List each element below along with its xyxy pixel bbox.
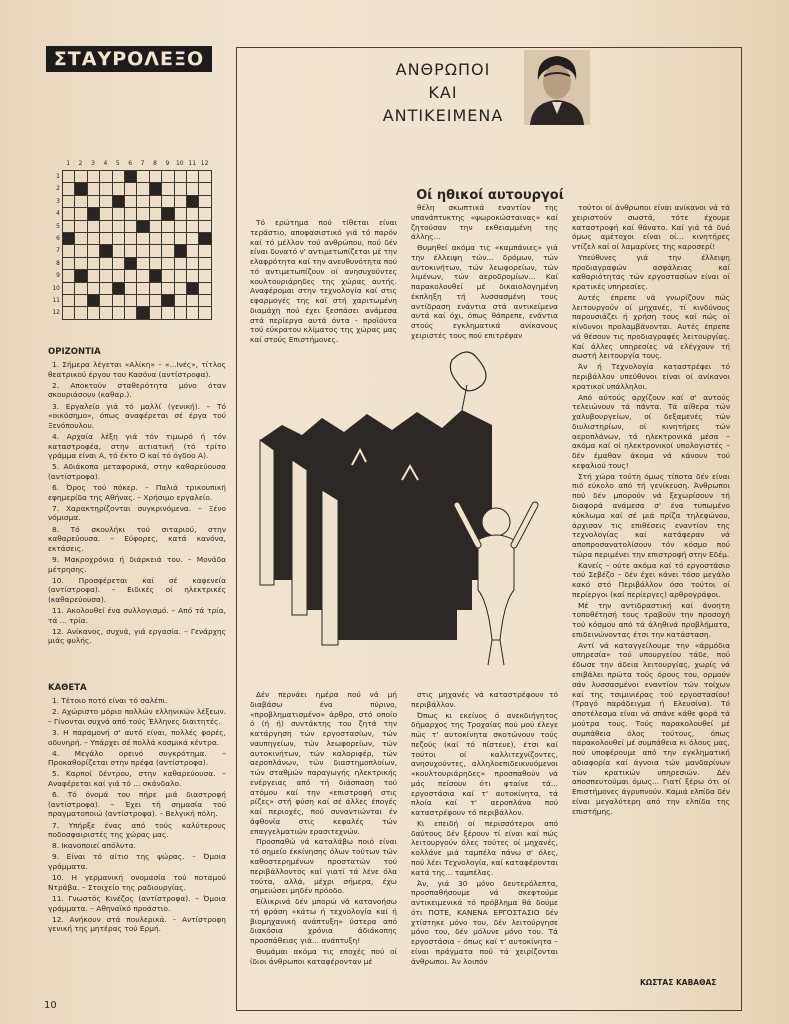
crossword-cell[interactable] [199, 195, 211, 207]
crossword-cell[interactable] [186, 208, 198, 220]
crossword-cell[interactable] [63, 270, 75, 282]
crossword-col-number: 12 [200, 160, 209, 167]
article-paragraph: Μέ την αντιδραστική καί άνοητη τοποθέτησή τους τραβούν την προσοχή τού κόσμου από τά άληθινά προβλήματα, επιδεινώνοντας έτσι την κατάσταση. [572, 600, 730, 639]
article-author: ΚΩΣΤΑΣ ΚΑΒΑΘΑΣ [640, 978, 717, 987]
article-paragraph: Υπεύθυνες γιά την έλλειψη προδιαγραφών ασφάλειας καί καθαριότητας τών εργοστασίων είναι οί κρατικές υπηρεσίες. [572, 252, 730, 292]
crossword-cell[interactable] [162, 183, 174, 195]
crossword-cell[interactable] [63, 195, 75, 207]
crossword-cell[interactable] [124, 282, 136, 294]
article-paragraph: Όπως κι εκείνος ό ανεκδιήγητος δήμαρχος της Τροχαίας πού μού έλεγε πώς τ' αυτοκίνητα σκοτώνουν τούς πεζούς (καί τό πίστευε), έτσι καί τούτοι οί καλλιτεχνίζοντες, ανησυχούντες, αλληλοεπιδεικνυόμενοι «κουλτουριάρηδες» προσπαθούν νά μάς πείσουν ότι φταίνε τά... εργοστάσια καί τ' αυτοκίνητα, τά πλοία καί τ' αεροπλάνα πού καταστρέφουν τό περιβάλλον. [411, 710, 558, 818]
crossword-cell[interactable] [112, 220, 124, 232]
crossword-cell[interactable] [112, 270, 124, 282]
crossword-cell[interactable] [100, 245, 112, 257]
crossword-cell[interactable] [75, 220, 87, 232]
across-clue: 6. Όρος τού πόκερ. – Παλιά τρικουπική εφημερίδα της Αθήνας. – Χρήσιμο εργαλείο. [48, 483, 226, 502]
article-paragraph: Αυτές έπρεπε νά γνωρίζουν πώς λειτουργούν οί μηχανές, τί κινδύνους παρουσιάζει ή χρήση τους καί πώς οί κίνδυνοι προλαμβάνονται. Αυτές έπρεπε νά θέσουν τις προδιαγραφές λειτουργίας. Καί άλλες υπηρεσίες νά ελέγχουν τή σωστή λειτουργία τους. [572, 292, 730, 361]
column-header-line3: ΑΝΤΙΚΕΙΜΕΝΑ [382, 106, 504, 125]
article-column-2-bottom [411, 690, 558, 967]
crossword-cell[interactable] [174, 171, 186, 183]
crossword-cell[interactable] [186, 171, 198, 183]
across-clue: 4. Αρχαία λέξη γιά τόν τιμωρό ή τόν καταστροφέα, στην αιτιατική (τό τρίτο γράμμα είναι Α, τό έκτο Ο καί τό όγδοο Α). [48, 431, 226, 461]
crossword-cell[interactable] [100, 232, 112, 244]
crossword-cell[interactable] [162, 208, 174, 220]
crossword-cell[interactable] [186, 245, 198, 257]
crossword-cell[interactable] [149, 208, 161, 220]
crossword-cell[interactable] [199, 282, 211, 294]
down-heading: ΚΑΘΕΤΑ [48, 683, 87, 693]
crossword-cell[interactable] [100, 294, 112, 306]
crossword-cell[interactable] [75, 257, 87, 269]
crossword-col-number: 4 [103, 160, 108, 167]
crossword-cell[interactable] [112, 195, 124, 207]
across-clue: 1. Σήμερα λέγεται «Αλίκη» – «...Ινές», τίτλος θεατρικού έργου του Κασόνα (αντίστροφα). [48, 360, 226, 379]
article-column-1-bottom [250, 690, 397, 967]
crossword-cell[interactable] [186, 183, 198, 195]
crossword-cell[interactable] [174, 307, 186, 319]
crossword-cell[interactable] [149, 307, 161, 319]
article-column-1-top [250, 218, 397, 346]
crossword-col-number: 3 [91, 160, 95, 167]
crossword-cell[interactable] [174, 282, 186, 294]
crossword-cell[interactable] [174, 270, 186, 282]
crossword-cell[interactable] [124, 171, 136, 183]
crossword-cell[interactable] [149, 245, 161, 257]
crossword-cell[interactable] [199, 171, 211, 183]
article-paragraph: Θυμάμαι ακόμα τις εποχές πού οί ίδιοι άνθρωποι καταφέρονταν μέ [250, 946, 397, 966]
crossword-cell[interactable] [149, 220, 161, 232]
across-clue: 12. Ανίκανος, συχνά, γιά εργασία. – Γενάρχης μιάς φυλής. [48, 626, 226, 646]
factory-mountains-illustration [252, 340, 552, 670]
crossword-col-number: 5 [115, 160, 120, 167]
crossword-cell[interactable] [149, 282, 161, 294]
crossword-cell[interactable] [199, 270, 211, 282]
crossword-cell[interactable] [137, 307, 149, 319]
crossword-cell[interactable] [174, 245, 186, 257]
crossword-cell[interactable] [87, 220, 99, 232]
down-clue: 3. Η παραμονή σ' αυτό είναι, πολλές φορές, οδυνηρή. – Υπάρχει σέ πολλά κοσμικά κέντρα. [48, 727, 226, 747]
crossword-cell[interactable] [63, 257, 75, 269]
across-clue: 7. Χαρακτηρίζονται συγκρινόμενα. – Ξένο νόμισμα. [48, 503, 226, 523]
column-header-line2: ΚΑΙ [428, 83, 458, 102]
crossword-cell[interactable] [199, 208, 211, 220]
down-clues [48, 683, 226, 935]
crossword-col-number: 6 [128, 160, 133, 167]
article-paragraph: Τό ερώτημα πού τίθεται είναι τεράστιο, αποφασιστικό γιά τό παρόν καί τό μέλλον τού ανθρώπου, πού δέν είναι δυνατό ν' αντιμετωπίζεται μέ την ελαφρότητα καί την ανευθυνότητα πού τό αντιμετωπίζουν οί ανησυχούντες κουλτουριάρηδες της χώρας αυτής. Αναφέρομαι στην τεχνολογία καί στις εφαρμογές της καί στή χαριτωμένη διαμάχη πού έχει ξεσπάσει ανάμεσα στά περίεργα αυτά όντα - προϊόντα τού εύκρατου κλίματος της χώρας μας καί στούς Επιστήμονες. [250, 218, 397, 345]
crossword-cell[interactable] [162, 307, 174, 319]
crossword-cell[interactable] [112, 208, 124, 220]
crossword-cell[interactable] [87, 282, 99, 294]
crossword-cell[interactable] [124, 245, 136, 257]
crossword-cell[interactable] [112, 257, 124, 269]
crossword-cell[interactable] [162, 270, 174, 282]
crossword-cell[interactable] [149, 257, 161, 269]
crossword-row-number: 6 [56, 235, 60, 242]
crossword-row-number: 12 [52, 309, 60, 317]
crossword-col-number: 10 [175, 160, 184, 167]
across-heading: ΟΡΙΖΟΝΤΙΑ [48, 347, 101, 357]
crossword-cell[interactable] [186, 307, 198, 319]
crossword-grid [62, 170, 212, 320]
crossword-cell[interactable] [186, 270, 198, 282]
crossword-cell[interactable] [137, 270, 149, 282]
crossword-cell[interactable] [75, 208, 87, 220]
article-paragraph: θέλη σκωπτικά εναντίον της υπανάπτυκτης «ψωροκώσταινας» καί ζητούσαν την εκθειαμμένη της άλλης... [411, 203, 558, 242]
crossword-cell[interactable] [137, 195, 149, 207]
author-portrait [524, 50, 590, 125]
crossword-cell[interactable] [100, 220, 112, 232]
crossword-cell[interactable] [186, 232, 198, 244]
crossword-row-number: 3 [56, 197, 60, 205]
crossword-cell[interactable] [124, 183, 136, 195]
article-paragraph: στις μηχανές νά καταστρέφουν τό περιβάλλον. [411, 690, 558, 709]
page-number: 10 [44, 1000, 57, 1011]
crossword-cell[interactable] [112, 171, 124, 183]
crossword-col-number: 1 [66, 160, 71, 167]
crossword-cell[interactable] [199, 232, 211, 244]
down-clue: 8. Ικανοποιεί απόλυτα. [52, 841, 136, 851]
article-paragraph: Άν, γιά 30 μόνο δευτερόλεπτα, προσπαθήσουμε νά σκεφτούμε αντικειμενικά τό πρόβλημα θά δούμε ότι ΠΟΤΕ, ΚΑΝΕΝΑ ΕΡΓΟΣΤΑΣΙΟ δέν χτίστηκε μόνο του, δέν λειτούργησε μόνο του, δέν μόλυνε μόνο του. Τά εργοστάσια – όπως καί τ' αυτοκίνητα – είναι πράγματα πού τά χειρίζονται άνθρωποι. Άν λοιπόν [411, 878, 558, 966]
across-clue: 10. Προσφέρεται καί σέ καφενεία (αντίστροφα). – Ειδικές οί ηλεκτρικές (καθαρεύουσα). [48, 575, 226, 604]
across-clue: 8. Τό σκουλήκι τού σιταριού, στην καθαρεύουσα. – Εύφορες, κατά κανόνα, εκτάσεις. [48, 524, 226, 553]
crossword-cell[interactable] [162, 195, 174, 207]
crossword-cell[interactable] [63, 208, 75, 220]
crossword-cell[interactable] [186, 294, 198, 306]
down-clue: 2. Αχώριστο μόριο πολλών ελληνικών λέξεων. – Γίνονται συχνά από τούς Έλληνες διαιτητές. [48, 707, 226, 726]
crossword-cell[interactable] [124, 257, 136, 269]
article-paragraph: Κανείς – ούτε ακόμα καί τό εργοστάσιο τού Σεβέζο – δέν έχει κάνει τόσο μεγάλο κακό στό Περιβάλλον όσο τούτοι οί περίεργοι (καί περίεργες) αρθρογράφοι. [572, 560, 730, 599]
crossword-cell[interactable] [162, 220, 174, 232]
down-clue: 6. Τό όνομά του πήρε μιά διαστροφή (αντίστροφα). – Έχει τή σημασία τού πραγματοποιώ (αντίστροφα). – Βελγική πόλη. [48, 790, 226, 819]
crossword-cell[interactable] [137, 232, 149, 244]
crossword-cell[interactable] [137, 183, 149, 195]
crossword-cell[interactable] [162, 171, 174, 183]
article-paragraph: τούτοι οί άνθρωποι είναι ανίκανοι νά τά χειριστούν σωστά, τότε έχουμε καταστροφή καί θάνατο. Καί γιά τά δυό όμως αμέτοχοι είναι οί... κινητήρες ντίζελ καί οί λαμαρίνες της καρoσερί! [572, 203, 730, 252]
crossword-cell[interactable] [87, 294, 99, 306]
crossword-cell[interactable] [124, 294, 136, 306]
crossword-cell[interactable] [149, 294, 161, 306]
crossword-row-number: 10 [52, 284, 60, 292]
crossword-title: ΣΤΑΥΡΟΛΕΞΟ [46, 46, 212, 72]
down-clue: 7. Υπήρξε ένας από τούς καλύτερους ποδοσφαιριστές της χώρας μας. [48, 820, 226, 840]
article-paragraph: Αντί νά καταγγείλουμε την «άρμόδια υπηρεσία» τού υπουργείου τάδε, πού έδωσε την άδεια λειτουργίας, χωρίς νά επιβάλει πρώτα τούς όρους του, ορμούν σάν λυσσασμένοι εναντίον τών τοίχων καί της τσιμινιέρας τού εργοστασίου! (Τραγό παράδειγμα ή Ελευσίνα). Τό αποτέλεσμα είναι νά σπάνε κάθε φορά τά μούτρα τους. Τούς παρακολουθεί μέ συμπάθεια όλος τούτους, όπως παρακολουθεί μέ συμπάθεια κι όλους μας, πού υποφέρουμε από την εγκληματική αδιαφορία καί άγνοια τών μανδαρίνων τών κρατικών υπηρεσιών. Δέν αποσπευτούμαι όμως... Γιατί ξέρω ότι οί Επιστήμονες άγρυπνούν. Καμιά ελπίδα δέν είναι μεγαλύτερη από την ελπίδα της επιστήμης. [572, 640, 730, 816]
crossword-cell[interactable] [199, 257, 211, 269]
crossword-cell[interactable] [63, 171, 75, 183]
crossword-cell[interactable] [137, 208, 149, 220]
across-clue: 3. Εργαλείο γιά τό μαλλί (γενική). – Τό «οικόσημο», όπως αναφέρεται σέ έργα τού Ξενόπουλου. [48, 401, 226, 430]
crossword-col-number: 8 [153, 160, 157, 167]
crossword-cell[interactable] [63, 232, 75, 244]
crossword-cell[interactable] [87, 257, 99, 269]
down-clue: 11. Γνωστός Κινέζος (αντίστροφα). – Όμοια γράμματα. – Αθηναϊκό προάστιο. [48, 893, 226, 913]
crossword-cell[interactable] [100, 257, 112, 269]
crossword-row-number: 4 [56, 210, 60, 218]
crossword-cell[interactable] [63, 245, 75, 257]
crossword-cell[interactable] [174, 208, 186, 220]
crossword-cell[interactable] [87, 208, 99, 220]
crossword-cell[interactable] [174, 220, 186, 232]
crossword-cell[interactable] [112, 294, 124, 306]
article-column-2-top [411, 203, 558, 342]
crossword-cell[interactable] [199, 294, 211, 306]
crossword-cell[interactable] [124, 195, 136, 207]
crossword-cell[interactable] [87, 270, 99, 282]
column-header-line1: ΑΝΘΡΩΠΟΙ [395, 60, 491, 79]
crossword-cell[interactable] [186, 195, 198, 207]
crossword-row-number: 1 [56, 173, 60, 180]
crossword-row-number: 2 [56, 185, 60, 193]
crossword-cell[interactable] [112, 282, 124, 294]
crossword-col-number: 11 [188, 160, 197, 167]
crossword-cell[interactable] [75, 294, 87, 306]
crossword-cell[interactable] [137, 282, 149, 294]
crossword-cell[interactable] [174, 195, 186, 207]
crossword-cell[interactable] [100, 208, 112, 220]
crossword-cell[interactable] [75, 282, 87, 294]
crossword-cell[interactable] [75, 307, 87, 319]
across-clue: 11. Ακολουθεί ένα συλλογισμό. – Από τά τρία, τά ... τρία. [48, 606, 226, 625]
down-clue: 9. Είναι τό αίτιο της ψώρας. – Όμοια γράμματα. [48, 852, 226, 872]
crossword-row-number: 5 [56, 222, 60, 230]
across-clue: 5. Αδιάκοπα μεταφορικά, στην καθαρεύουσα (αντίστροφα). [48, 462, 226, 481]
down-clue: 10. Η γερμανική ονομασία τού ποταμού Ντράβα. – Στοιχείο της ραδιουργίας. [48, 873, 226, 892]
crossword-cell[interactable] [174, 257, 186, 269]
crossword-col-number: 7 [140, 160, 145, 167]
crossword-cell[interactable] [149, 270, 161, 282]
crossword-cell[interactable] [199, 245, 211, 257]
crossword-cell[interactable] [63, 282, 75, 294]
crossword-cell[interactable] [87, 245, 99, 257]
crossword-cell[interactable] [124, 208, 136, 220]
crossword-cell[interactable] [75, 195, 87, 207]
crossword-cell[interactable] [199, 220, 211, 232]
crossword-cell[interactable] [162, 232, 174, 244]
article-paragraph: Προσπαθώ νά καταλάβω ποιό είναι τό σημείο έκκίνησης όλων τούτων τών καθοστερημένων προστατών τού περιβάλλοντος καί γιατί τά λένε όλα τούτα, αλλά, μέχρι σήμερα, έχω σημειώσει μηδέν πρόοδο. [250, 837, 397, 896]
crossword-cell[interactable] [174, 294, 186, 306]
article-paragraph: Από αύτούς αρχίζουν καί σ' αυτούς τελειώνουν τά πάντα. Τά αίθερα τών χαλυβουργείων, οί δεξαμενές τών διυλιστηρίων, οί κινητήρες τών αεροπλάνων, τά ηλεκτρονικά μέσα – ακόμα καί οί ηλεκτρονικοί υπολογιστές – δέν έμαθαν άκομα νά κάνουν τού κεφαλιού τους! [572, 392, 730, 470]
across-clue: 2. Αποκτούν σταθερότητα μόνο όταν σκουριάσουν (καθαρ.). [48, 380, 226, 400]
crossword-cell[interactable] [149, 232, 161, 244]
across-clues [48, 347, 226, 648]
article-paragraph: Δέν περνάει ημέρα πού νά μή διαβάσω ένα πύρινο, «προβληματισμένο» άρθρο, στό οποίο ό (ή ή) συντάκτης του ζητά την κατάργηση τών εργοστασίων, τών ναυπηγείων, τών λεωφορείων, τών αυτοκινήτων, τών καλοριφέρ, τών αεροπλάνων, τών διαστημοπλοίων, τών σταθμών παραγωγής ηλεκτρικής ενέργειας από τή διάσπαση τού ατόμου καί την «επιστροφή στις ρίζες» στή φύση καί σέ άλλες έπογές καί περιοχές, πού συναντιώνται έν άφθονία στις κεφαλές τών επαγγελματιών ερασιτεχνών. [250, 690, 397, 836]
crossword-cell[interactable] [162, 257, 174, 269]
crossword-col-number: 2 [78, 160, 83, 167]
crossword-cell[interactable] [149, 183, 161, 195]
crossword-cell[interactable] [112, 183, 124, 195]
crossword-cell[interactable] [186, 220, 198, 232]
down-clue: 5. Καρποί δέντρου, στην καθαρεύουσα. – Αναφέρεται καί γιά τό ... σκάνδαλο. [48, 769, 226, 789]
crossword-cell[interactable] [137, 245, 149, 257]
crossword-cell[interactable] [87, 232, 99, 244]
crossword-cell[interactable] [100, 195, 112, 207]
crossword-cell[interactable] [87, 183, 99, 195]
crossword-cell[interactable] [162, 282, 174, 294]
crossword-cell[interactable] [87, 171, 99, 183]
crossword-cell[interactable] [63, 183, 75, 195]
crossword-cell[interactable] [63, 307, 75, 319]
crossword-cell[interactable] [100, 171, 112, 183]
crossword-row-number: 11 [52, 297, 60, 304]
crossword-cell[interactable] [199, 307, 211, 319]
article-paragraph: Άν ή Τεχνολογία καταστρέφει τό περιβάλλον υπεύθυνοι είναι οί ανίκανοι κρατικοί υπάλληλοι. [572, 362, 730, 391]
crossword-cell[interactable] [63, 220, 75, 232]
column-header [376, 58, 510, 127]
article-paragraph: Είλικρινά δέν μπορώ νά κατανοήσω τή φράση «κάτω ή τεχνολογία καί ή βιομηχανική ανάπτυξη» ύστερα από διακόσια χρόνια άδιάκοπης προσπάθειας γιά... ανάπτυξη! [250, 897, 397, 946]
crossword-cell[interactable] [174, 232, 186, 244]
article-title: Οί ηθικοί αυτουργοί [416, 188, 564, 203]
crossword-cell[interactable] [174, 183, 186, 195]
across-clue: 9. Μακροχρόνια ή διάρκειά του. – Μονάδα μέτρησης. [48, 554, 226, 574]
crossword-cell[interactable] [100, 282, 112, 294]
article-paragraph: Θυμηθεί ακόμα τις «καμπάνιες» γιά την έλλειψη τών... δρόμων, τών αυτοκινήτων, τών λεωφορείων, τών λιμένων, τών αεροδρομίων... Καί παρακολουθεί μέ δικαιολογημένη έκπληξη τή λυσσασμένη τους αντίδραση ενάντια στά αντικείμενα αυτά καί όχι, όπως θάπρεπε, ενάντια στούς εγκληματικά ανίκανους χειριστές τους πού επιτρέψαν [411, 243, 558, 340]
crossword-cell[interactable] [124, 307, 136, 319]
crossword-cell[interactable] [124, 270, 136, 282]
down-clue: 4. Μεγάλο ορεινό συγκρότημα. – Προκαθορίζεται στην πρέφα (αντίστροφα). [48, 748, 226, 768]
crossword-cell[interactable] [75, 245, 87, 257]
crossword-cell[interactable] [100, 307, 112, 319]
crossword-cell[interactable] [124, 220, 136, 232]
down-clue: 1. Τέτοιο ποτό είναι τό σαλέπι. [52, 696, 168, 706]
crossword-cell[interactable] [75, 171, 87, 183]
crossword-cell[interactable] [149, 195, 161, 207]
crossword-cell[interactable] [162, 294, 174, 306]
crossword-cell[interactable] [75, 232, 87, 244]
crossword-cell[interactable] [199, 183, 211, 195]
down-clue: 12. Ανήκουν στά πουλερικά. – Αντίστροφη γενική της μητέρας τού Ερμή. [48, 914, 226, 934]
crossword-column-numbers [62, 160, 212, 170]
crossword-row-number: 8 [56, 259, 60, 267]
crossword-cell[interactable] [149, 171, 161, 183]
crossword-cell[interactable] [112, 245, 124, 257]
crossword-col-number: 9 [165, 160, 170, 167]
crossword-cell[interactable] [75, 183, 87, 195]
crossword-cell[interactable] [137, 171, 149, 183]
article-column-3 [572, 203, 730, 817]
crossword-row-number: 7 [56, 247, 60, 255]
crossword-cell[interactable] [87, 307, 99, 319]
crossword-cell[interactable] [87, 195, 99, 207]
crossword-cell[interactable] [112, 232, 124, 244]
crossword-cell[interactable] [124, 232, 136, 244]
crossword-cell[interactable] [186, 257, 198, 269]
crossword-cell[interactable] [137, 257, 149, 269]
crossword-cell[interactable] [75, 270, 87, 282]
crossword-cell[interactable] [112, 307, 124, 319]
crossword-cell[interactable] [162, 245, 174, 257]
crossword-cell[interactable] [137, 220, 149, 232]
crossword-row-number: 9 [56, 272, 60, 280]
article-paragraph: Στή χώρα τούτη όμως τίποτα δέν είναι πιό εύκολο από τή γενίκευση. Άνθρωποι πού δέν μπορούν νά ξεχωρίσουν τή διαφορά ανάμεσα σ' ένα τυπωμένο κύκλωμα καί σέ μιά πρίζα τηλεφώνου, άρχισαν τις επιθέσεις εναντίον της τεχνολογίας καί κατάφεραν νά αποπροσανατολίσουν τόν κόσμο πού τώρα περιμένει την επιστροφή στην Εδέμ. [572, 471, 730, 559]
crossword-cell[interactable] [100, 270, 112, 282]
article-paragraph: Κι επειδή οί περισσότεροι από δαύτους δέν ξέρουν τί είναι καί πώς λειτουργούν όλες τούτες οί μηχανές, κολλάνε μιά ταμπέλα πάνω σ' όλες, πού λέει Τεχνολογία, καί καταφέρονται κατά της... ταμπέλας. [411, 818, 558, 877]
crossword-cell[interactable] [63, 294, 75, 306]
crossword-cell[interactable] [186, 282, 198, 294]
crossword-cell[interactable] [137, 294, 149, 306]
crossword-cell[interactable] [100, 183, 112, 195]
